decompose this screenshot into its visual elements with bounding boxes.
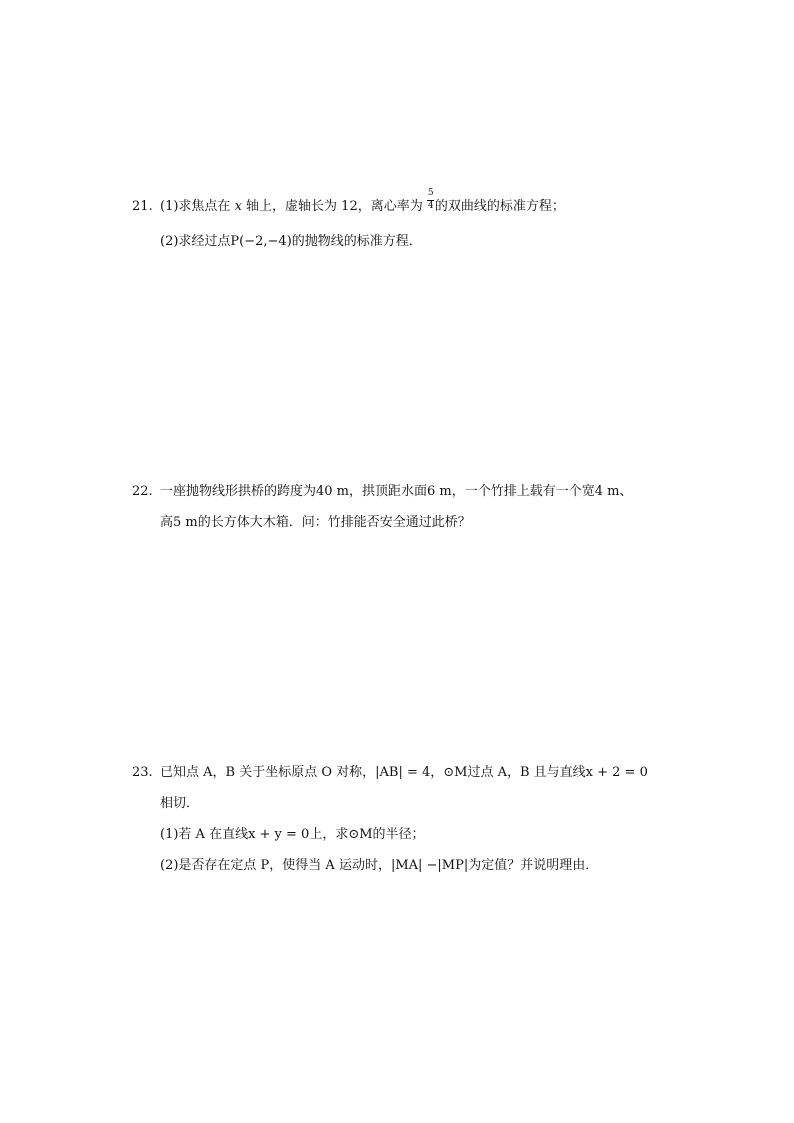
problem-number: 23. bbox=[132, 765, 153, 780]
problem-21-part-1 bbox=[160, 188, 565, 216]
variable: x bbox=[234, 199, 242, 214]
problem-23-line-2: 相切． bbox=[160, 796, 200, 811]
problem-23-part-2: (2)是否存在定点 P，使得当 A 运动时，|MA| −|MP|为定值？并说明理由． bbox=[160, 858, 599, 873]
fraction-denominator: 4 bbox=[427, 201, 434, 211]
problem-22-line-2: 高5 m的长方体大木箱．问：竹排能否安全通过此桥？ bbox=[160, 515, 471, 530]
problem-number: 21. bbox=[132, 199, 153, 214]
problem-21-part-2: (2)求经过点P(−2,−4)的抛物线的标准方程． bbox=[160, 234, 422, 249]
text-segment: 轴上，虚轴长为 12，离心率为 bbox=[241, 199, 427, 214]
problem-22-line-1: 一座抛物线形拱桥的跨度为40 m，拱顶距水面6 m，一个竹排上载有一个宽4 m、 bbox=[160, 484, 633, 499]
fraction-numerator: 5 bbox=[427, 188, 434, 198]
problem-23-line-1: 已知点 A，B 关于坐标原点 O 对称，|AB| = 4，⊙M过点 A，B 且与直线x + 2 = 0 bbox=[160, 765, 648, 780]
fraction bbox=[427, 188, 435, 216]
problem-number: 22. bbox=[132, 484, 153, 499]
text-segment: (1)求焦点在 bbox=[160, 199, 235, 214]
text-segment: 的双曲线的标准方程； bbox=[434, 199, 565, 214]
problem-23-part-1: (1)若 A 在直线x + y = 0上，求⊙M的半径； bbox=[160, 827, 425, 842]
